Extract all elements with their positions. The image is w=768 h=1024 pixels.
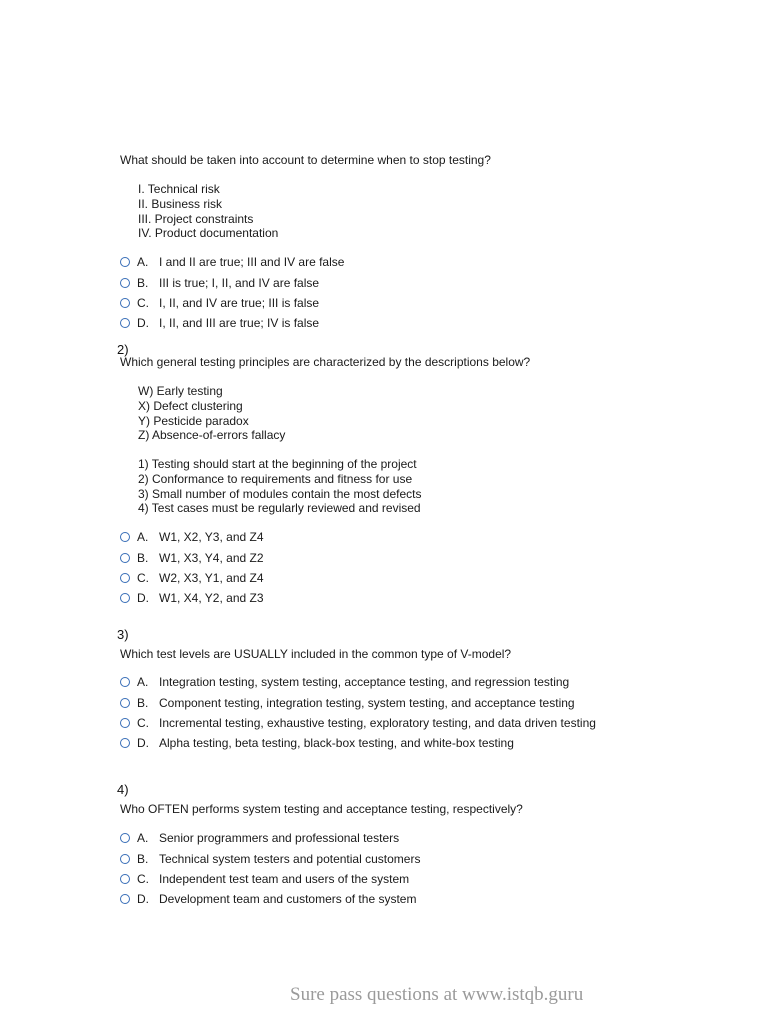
radio-button[interactable] [120,298,130,308]
radio-button[interactable] [120,833,130,843]
radio-button[interactable] [120,698,130,708]
option-letter: B. [137,550,149,565]
q1-option-c[interactable] [120,293,344,313]
q2-number: 2) [117,342,129,357]
q4-options [120,828,420,910]
q1-option-a[interactable] [120,252,344,272]
q2-description: 4) Test cases must be regularly reviewed and revised [138,501,421,516]
option-text: Technical system testers and potential customers [159,851,421,866]
radio-button[interactable] [120,854,130,864]
radio-button[interactable] [120,894,130,904]
q4-option-b[interactable] [120,848,420,868]
option-letter: B. [137,275,149,290]
q2-item: Y) Pesticide paradox [138,413,249,428]
q1-item: II. Business risk [138,196,223,211]
q2-item: X) Defect clustering [138,398,243,413]
option-letter: A. [137,255,149,270]
q3-option-a[interactable] [120,672,596,692]
radio-button[interactable] [120,874,130,884]
option-letter: D. [137,591,149,606]
q3-option-d[interactable] [120,733,596,753]
option-letter: A. [137,530,149,545]
q2-option-d[interactable] [120,588,264,608]
q2-description: 1) Testing should start at the beginning of the project [138,457,417,471]
q4-stem: Who OFTEN performs system testing and acceptance testing, respectively? [120,802,523,816]
q4-option-a[interactable] [120,828,420,848]
radio-button[interactable] [120,318,130,328]
radio-button[interactable] [120,532,130,542]
q1-items [138,182,278,241]
q1-option-b[interactable] [120,272,344,292]
q3-option-b[interactable] [120,692,596,712]
option-text: I and II are true; III and IV are false [159,255,345,270]
option-text: Senior programmers and professional testers [159,831,400,846]
option-text: Incremental testing, exhaustive testing, exploratory testing, and data driven testing [159,715,596,730]
option-text: W1, X4, Y2, and Z3 [159,591,264,606]
option-text: Alpha testing, beta testing, black-box testing, and white-box testing [159,736,514,751]
q2-descriptions [138,457,421,516]
q3-number: 3) [117,627,129,642]
radio-button[interactable] [120,718,130,728]
option-letter: A. [137,675,149,690]
q4-number: 4) [117,782,129,797]
option-text: W1, X3, Y4, and Z2 [159,550,264,565]
option-text: Component testing, integration testing, system testing, and acceptance testing [159,695,575,710]
radio-button[interactable] [120,553,130,563]
q2-option-c[interactable] [120,568,264,588]
option-letter: D. [137,892,149,907]
radio-button[interactable] [120,573,130,583]
q2-description: 2) Conformance to requirements and fitness for use [138,471,413,486]
option-text: W1, X2, Y3, and Z4 [159,530,264,545]
option-text: I, II, and IV are true; III is false [159,295,320,310]
q1-options [120,252,344,334]
option-text: Development team and customers of the system [159,892,417,907]
q2-options [120,527,264,609]
radio-button[interactable] [120,677,130,687]
q4-option-c[interactable] [120,869,420,889]
q1-option-d[interactable] [120,313,344,333]
q3-option-c[interactable] [120,713,596,733]
option-letter: D. [137,316,149,331]
option-letter: C. [137,715,149,730]
option-text: I, II, and III are true; IV is false [159,316,320,331]
option-letter: C. [137,871,149,886]
option-letter: C. [137,570,149,585]
radio-button[interactable] [120,738,130,748]
option-text: Integration testing, system testing, acceptance testing, and regression testing [159,675,570,690]
footer-text: Sure pass questions at www.istqb.guru [290,984,584,1005]
option-letter: B. [137,695,149,710]
q1-item: IV. Product documentation [138,226,279,241]
option-text: W2, X3, Y1, and Z4 [159,570,264,585]
q2-option-b[interactable] [120,547,264,567]
option-letter: D. [137,736,149,751]
option-letter: B. [137,851,149,866]
option-letter: C. [137,295,149,310]
q2-item: Z) Absence-of-errors fallacy [138,428,286,443]
q2-items [138,384,285,443]
q2-description: 3) Small number of modules contain the most defects [138,486,422,501]
option-text: III is true; I, II, and IV are false [159,275,320,290]
q2-stem: Which general testing principles are characterized by the descriptions below? [120,355,531,369]
q2-item: W) Early testing [138,384,223,398]
option-text: Independent test team and users of the system [159,871,410,886]
radio-button[interactable] [120,593,130,603]
radio-button[interactable] [120,278,130,288]
q4-option-d[interactable] [120,889,420,909]
q1-item: III. Project constraints [138,211,254,226]
q1-stem: What should be taken into account to determine when to stop testing? [120,153,491,167]
option-letter: A. [137,831,149,846]
q2-option-a[interactable] [120,527,264,547]
q1-item: I. Technical risk [138,182,220,196]
q3-options [120,672,596,754]
q3-stem: Which test levels are USUALLY included in the common type of V-model? [120,647,512,661]
radio-button[interactable] [120,257,130,267]
